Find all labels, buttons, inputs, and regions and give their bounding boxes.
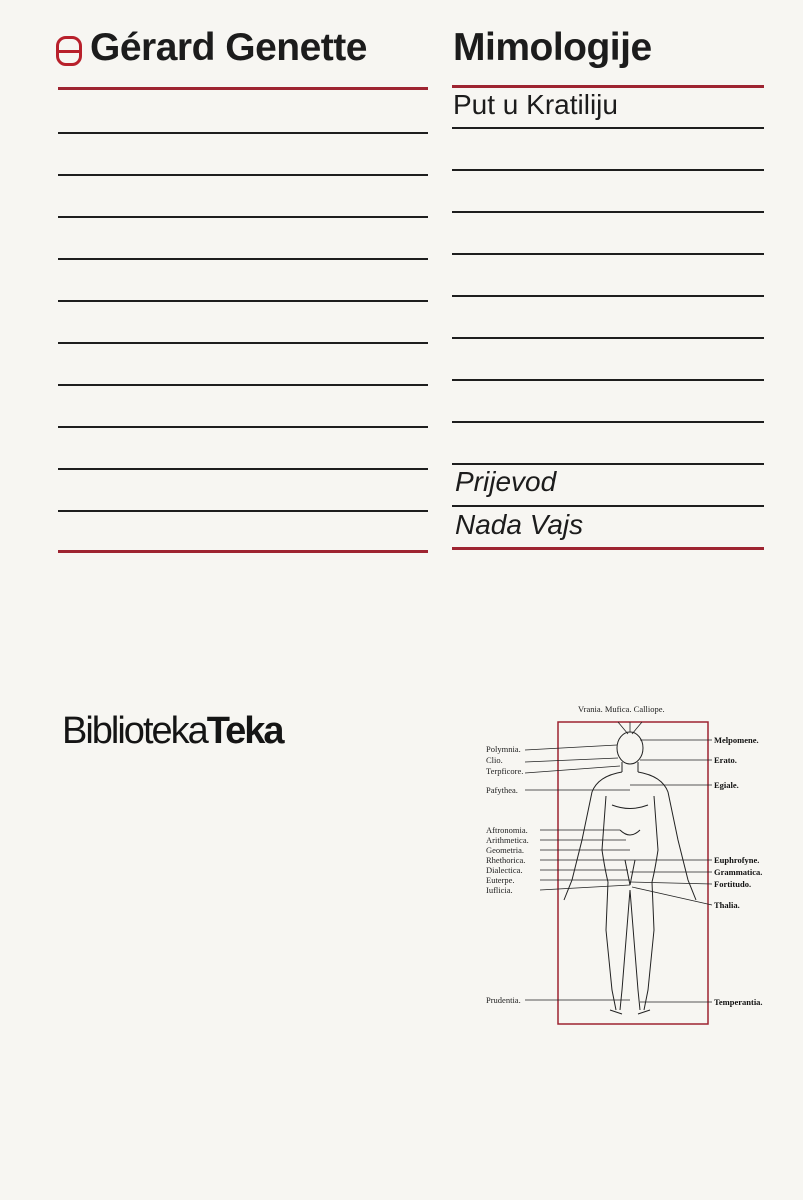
label-polymnia: Polymnia. <box>486 744 521 754</box>
label-egiale: Egiale. <box>714 780 739 790</box>
right-labels <box>714 735 763 1007</box>
human-figure <box>564 732 696 1014</box>
label-fortitudo: Fortitudo. <box>714 879 752 889</box>
label-dialectica: Dialectica. <box>486 865 523 875</box>
rule-left <box>58 258 428 260</box>
rule-right <box>452 379 764 381</box>
translator-label: Prijevod <box>455 466 557 497</box>
rule-right <box>452 253 764 255</box>
rule-left <box>58 300 428 302</box>
left-labels <box>486 744 529 1005</box>
rule-left-top <box>58 87 428 90</box>
rule-right-top <box>452 85 764 88</box>
label-temperantia: Temperantia. <box>714 997 763 1007</box>
human-figure-diagram <box>480 700 780 1030</box>
rule-right <box>452 169 764 171</box>
series-prefix: Biblioteka <box>62 710 207 752</box>
author-name: Gérard Genette <box>90 26 367 69</box>
label-euterpe: Euterpe. <box>486 875 515 885</box>
label-melpomene: Melpomene. <box>714 735 759 745</box>
rule-left <box>58 342 428 344</box>
rule-right <box>452 421 764 423</box>
book-title: Mimologije <box>453 26 652 69</box>
top-labels: Vrania. Mufica. Calliope. <box>578 704 665 714</box>
translator-name: Nada Vajs <box>455 509 584 540</box>
rule-right-bottom <box>452 547 764 550</box>
rule-left <box>58 426 428 428</box>
book-subtitle: Put u Kratiliju <box>453 89 618 120</box>
rule-left <box>58 174 428 176</box>
rule-right <box>452 505 764 507</box>
rule-right <box>452 295 764 297</box>
rule-left <box>58 384 428 386</box>
rule-left <box>58 510 428 512</box>
rule-right <box>452 211 764 213</box>
rule-left <box>58 132 428 134</box>
rule-right <box>452 463 764 465</box>
rule-left <box>58 216 428 218</box>
series-name <box>62 710 283 753</box>
anatomical-illustration <box>480 700 780 1030</box>
label-prudentia: Prudentia. <box>486 995 521 1005</box>
rule-left-bottom <box>58 550 428 553</box>
series-brand: Teka <box>206 710 283 752</box>
label-iusticia: Iuflicia. <box>486 885 513 895</box>
label-clio: Clio. <box>486 755 503 765</box>
label-euphrosyne: Euphrofyne. <box>714 855 760 865</box>
label-rhethorica: Rhethorica. <box>486 855 526 865</box>
rule-right <box>452 337 764 339</box>
illustration-frame <box>558 722 708 1024</box>
label-terpsicore: Terpficore. <box>486 766 524 776</box>
label-erato: Erato. <box>714 755 737 765</box>
label-pasythea: Pafythea. <box>486 785 518 795</box>
label-thalia: Thalia. <box>714 900 740 910</box>
rule-left <box>58 468 428 470</box>
label-arithmetica: Arithmetica. <box>486 835 529 845</box>
publisher-logo-icon <box>56 36 82 66</box>
label-geometria: Geometria. <box>486 845 524 855</box>
rule-right <box>452 127 764 129</box>
label-grammatica: Grammatica. <box>714 867 763 877</box>
label-astronomia: Aftronomia. <box>486 825 528 835</box>
